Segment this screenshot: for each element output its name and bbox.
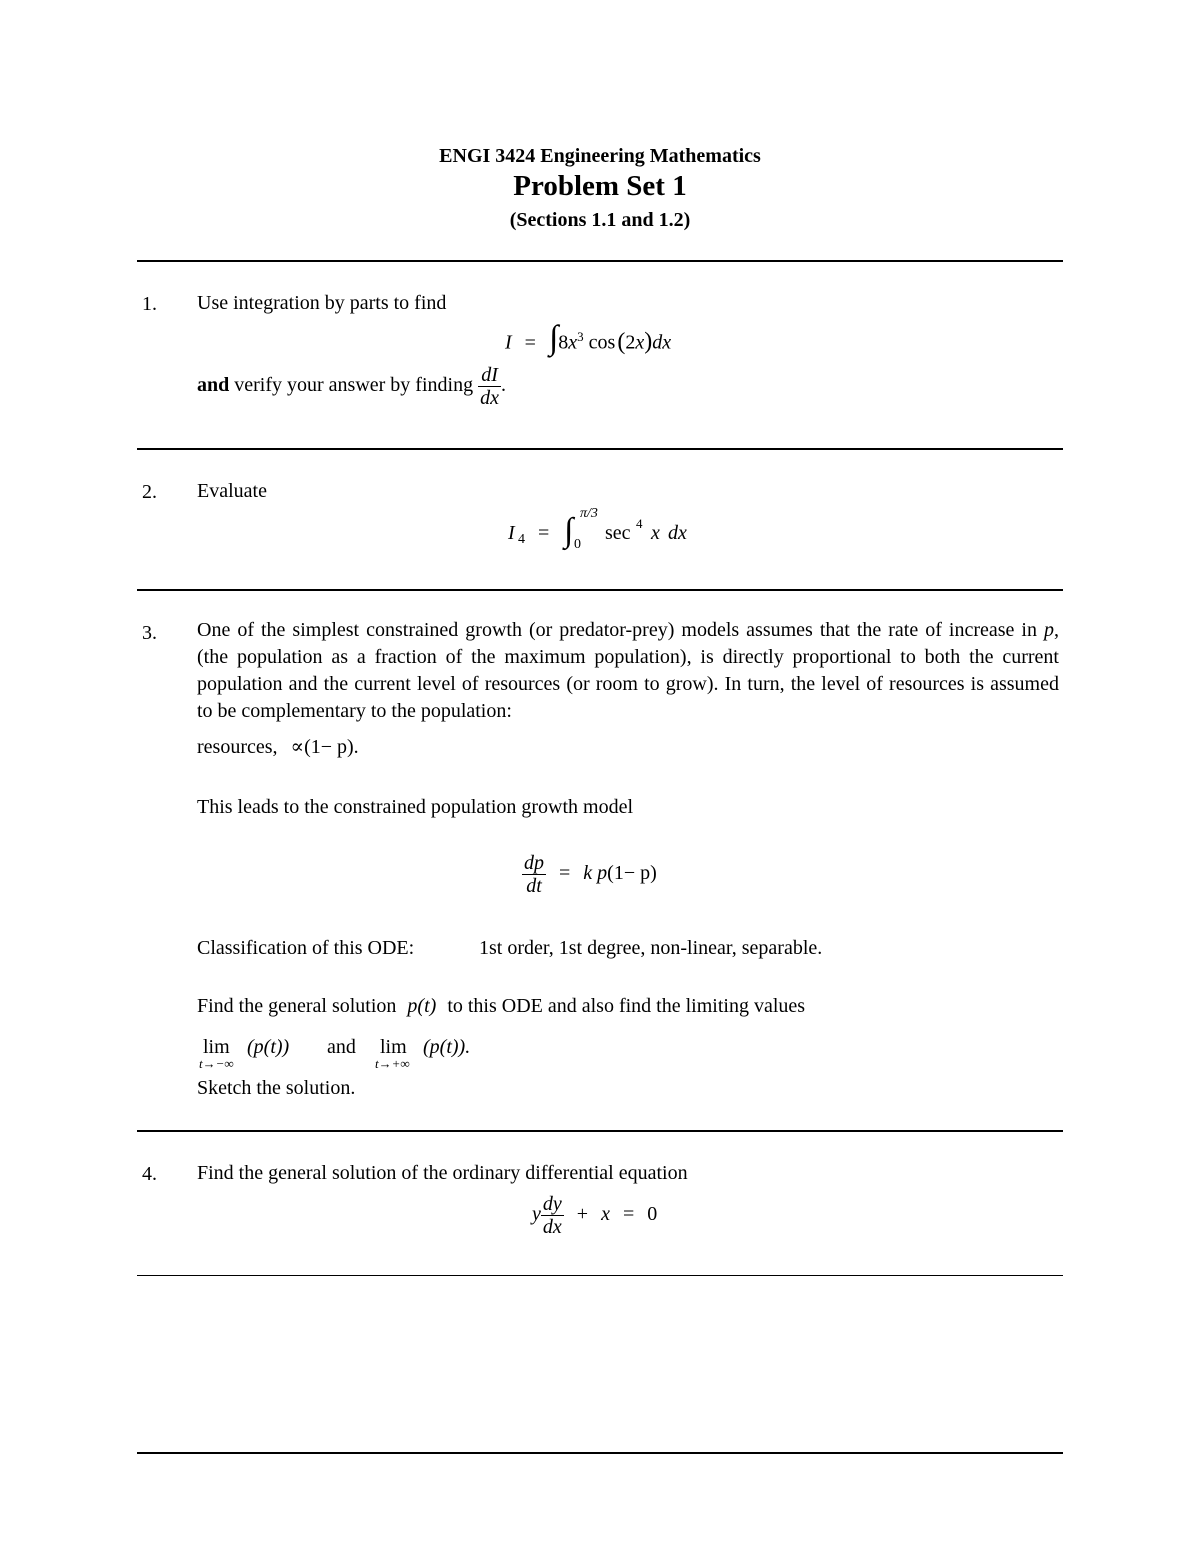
and-word: and <box>327 1036 356 1058</box>
frac-num: dy <box>542 1193 562 1215</box>
problem-2-number: 2. <box>142 481 157 503</box>
footer-divider <box>137 1452 1063 1454</box>
limit1-expr: (p(t)) <box>247 1036 290 1058</box>
limit2-expr: (p(t)). <box>423 1036 471 1058</box>
eq1-cos: cos <box>588 331 616 354</box>
divider <box>137 448 1063 450</box>
problem-4-intro: Find the general solution of the ordinary differential equation <box>197 1162 688 1184</box>
problem-1-equation <box>505 320 671 360</box>
eq1-arg-coef: 2 <box>625 331 636 354</box>
p3-text-a: One of the simplest constrained growth (or predator-prey) models assumes that the rate of increase in <box>197 619 1037 641</box>
eq2-sec: sec <box>605 522 631 544</box>
eq4-equals: = <box>622 1203 635 1226</box>
limit2-lim: lim <box>380 1036 407 1058</box>
eq2-var: x <box>651 522 660 544</box>
eq2-upper-limit: π/3 <box>580 506 598 521</box>
p3-text-b: , (the population as a fraction of the maximum population), is directly proportional to both the current population and the current level of resources (or room to grow). In turn, the level of resources is assumed to be complementary to the population: <box>197 619 1059 722</box>
problem-3-limits <box>197 1032 517 1072</box>
find-text-2: to this ODE and also find the limiting values <box>447 995 806 1017</box>
verify-period: . <box>500 374 506 397</box>
verify-bold: and <box>197 374 230 397</box>
problem-4-equation <box>532 1193 657 1238</box>
divider <box>137 260 1063 262</box>
eq4-x: x <box>601 1203 610 1226</box>
problem-1-intro: Use integration by parts to find <box>197 292 447 314</box>
problem-2-intro: Evaluate <box>197 480 267 502</box>
problem-4-number: 4. <box>142 1163 157 1185</box>
limit1-sub: t→−∞ <box>199 1056 234 1071</box>
model-k: k <box>583 862 593 885</box>
problem-1-number: 1. <box>142 293 157 315</box>
fraction-dI-dx <box>478 364 501 409</box>
eq4-y: y <box>532 1203 541 1226</box>
eq1-var: x <box>568 331 578 354</box>
eq4-zero: 0 <box>647 1203 658 1226</box>
eq1-exp: 3 <box>577 329 584 344</box>
eq2-diff: dx <box>668 522 687 544</box>
integral-symbol: ∫ <box>564 512 574 549</box>
integral-symbol: ∫ <box>548 319 559 357</box>
problem-1-verify <box>197 364 506 409</box>
eq1-lhs: I <box>505 331 512 354</box>
divider <box>137 1130 1063 1132</box>
find-text-1: Find the general solution <box>197 995 397 1017</box>
find-expr: p(t) <box>407 995 437 1017</box>
eq1-lparen: ( <box>617 328 626 355</box>
fraction-dy-dx <box>541 1193 564 1238</box>
model-p: p <box>597 862 608 885</box>
resources-expr: ∝(1− p). <box>290 736 359 758</box>
problem-3-paragraph <box>197 617 1059 725</box>
eq2-equals: = <box>538 522 550 544</box>
frac-den: dx <box>480 387 499 409</box>
page-title: Problem Set 1 <box>513 170 687 202</box>
eq2-lower-limit: 0 <box>574 537 581 552</box>
classification-label: Classification of this ODE: <box>197 937 415 959</box>
eq2-lhs-sub: 4 <box>518 532 525 547</box>
divider <box>137 589 1063 591</box>
limit2-sub: t→+∞ <box>375 1056 410 1071</box>
fraction-dp-dt <box>522 852 546 897</box>
problem-3-resources <box>197 734 359 759</box>
eq2-lhs: I <box>508 522 515 544</box>
model-paren: (1− p) <box>607 862 657 885</box>
eq1-diff: dx <box>652 331 672 354</box>
classification-value: 1st order, 1st degree, non-linear, separable. <box>479 937 823 959</box>
course-title: ENGI 3424 Engineering Mathematics <box>439 145 761 167</box>
problem-3-model-equation <box>522 852 657 897</box>
eq1-coef: 8 <box>558 331 569 354</box>
frac-den: dx <box>542 1216 562 1238</box>
frac-num: dp <box>524 852 544 874</box>
limit1-lim: lim <box>203 1036 230 1058</box>
frac-num: dI <box>478 364 501 387</box>
model-equals: = <box>559 862 571 885</box>
problem-2-equation <box>508 506 748 556</box>
verify-text: verify your answer by finding <box>234 374 474 397</box>
eq2-exp: 4 <box>636 516 643 531</box>
eq1-rparen: ) <box>644 328 653 355</box>
eq1-arg-var: x <box>635 331 645 354</box>
problem-3-model-intro: This leads to the constrained population growth model <box>197 796 634 818</box>
frac-den: dt <box>526 875 542 897</box>
problem-3-find <box>197 996 805 1016</box>
p3-p-var: p <box>1044 619 1054 641</box>
problem-3-sketch: Sketch the solution. <box>197 1077 356 1099</box>
problem-3-number: 3. <box>142 622 157 644</box>
sections-subtitle: (Sections 1.1 and 1.2) <box>509 209 691 231</box>
eq1-equals: = <box>524 331 536 354</box>
eq4-plus: + <box>576 1203 589 1226</box>
resources-label: resources, <box>197 736 278 758</box>
divider <box>137 1275 1063 1276</box>
